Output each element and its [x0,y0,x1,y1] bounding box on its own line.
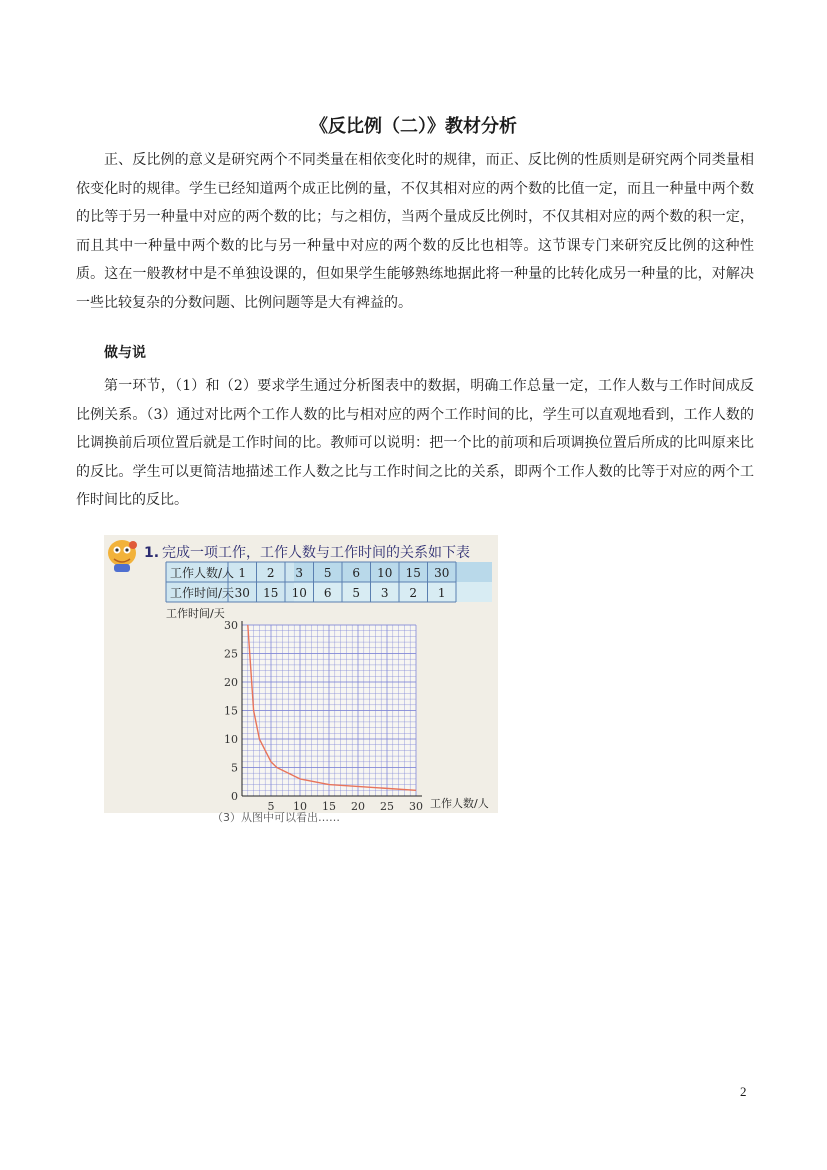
y-tick-label: 30 [224,619,238,632]
table-cell-workers: 5 [323,566,332,580]
y-tick-label: 15 [224,704,238,718]
x-tick-label: 25 [380,800,394,813]
y-tick-label: 10 [224,733,238,746]
x-axis-label: 工作人数/人 [430,797,489,810]
y-tick-label: 5 [231,761,238,775]
row-label-days: 工作时间/天 [170,586,235,600]
table-cell-days: 15 [263,586,279,600]
x-tick-label: 20 [351,800,365,813]
table-cell-days: 2 [409,586,418,600]
intro-paragraph: 正、反比例的意义是研究两个不同类量在相依变化时的规律，而正、反比例的性质则是研究两个同类量相依变化时的规律。学生已经知道两个成正比例的量，不仅其相对应的两个数的比值一定，而且一种量中两个数的比等于另一种量中对应的两个数的比；与之相仿，当两个量成反比例时，不仅其相对应的两个数的积一定，而且其中一种量中两个数的比与另一种量中对应的两个数的反比也相等。这节课专门来研究反比例的这种性质。这在一般教材中是不单独设课的，但如果学生能够熟练地据此将一种量的比转化成另一种量的比，对解决一些比较复杂的分数问题、比例问题等是大有裨益的。 [76,152,754,311]
table-cell-workers: 2 [266,566,275,580]
table-cell-days: 3 [380,586,389,600]
y-axis-label: 工作时间/天 [166,607,225,620]
y-tick-label: 20 [224,676,238,689]
data-table [166,562,492,602]
table-cell-days: 30 [234,586,250,600]
table-cell-days: 1 [437,586,446,600]
figure-canvas [104,535,498,824]
table-cell-days: 10 [291,586,307,600]
page-number: 2 [740,1084,747,1099]
textbook-figure [104,535,498,824]
x-tick-label: 30 [409,800,423,813]
problem-text: 完成一项工作，工作人数与工作时间的关系如下表 [162,545,470,561]
table-cell-days: 5 [352,586,361,600]
x-tick-label: 10 [293,800,307,813]
table-cell-days: 6 [323,586,332,600]
figure-caption-partial: （3）从图中可以看出…… [212,811,340,824]
table-cell-workers: 15 [405,566,421,580]
table-cell-workers: 6 [352,566,361,580]
table-cell-workers: 30 [434,566,450,580]
x-tick-label: 5 [267,800,275,813]
table-cell-workers: 10 [377,566,393,580]
row-label-workers: 工作人数/人 [170,566,235,580]
x-tick-label: 15 [322,800,336,813]
y-tick-label: 25 [224,647,238,661]
line-chart [166,606,489,824]
cartoon-mascot-icon [108,540,137,572]
section-heading: 做与说 [104,345,146,361]
table-cell-workers: 1 [238,566,247,580]
section-paragraph: 第一环节，（1）和（2）要求学生通过分析图表中的数据，明确工作总量一定，工作人数与工作时间成反比例关系。（3）通过对比两个工作人数的比与相对应的两个工作时间的比，学生可以直观地看到，工作人数的比调换前后项位置后就是工作时间的比。教师可以说明：把一个比的前项和后项调换位置后所成的比叫原来比的反比。学生可以更简洁地描述工作人数之比与工作时间之比的关系，即两个工作人数的比等于对应的两个工作时间比的反比。 [76,378,754,509]
y-tick-label: 0 [231,790,238,803]
document-title: 《反比例（二）》教材分析 [310,116,517,137]
table-cell-workers: 3 [295,566,304,580]
problem-number: 1. [144,545,160,561]
